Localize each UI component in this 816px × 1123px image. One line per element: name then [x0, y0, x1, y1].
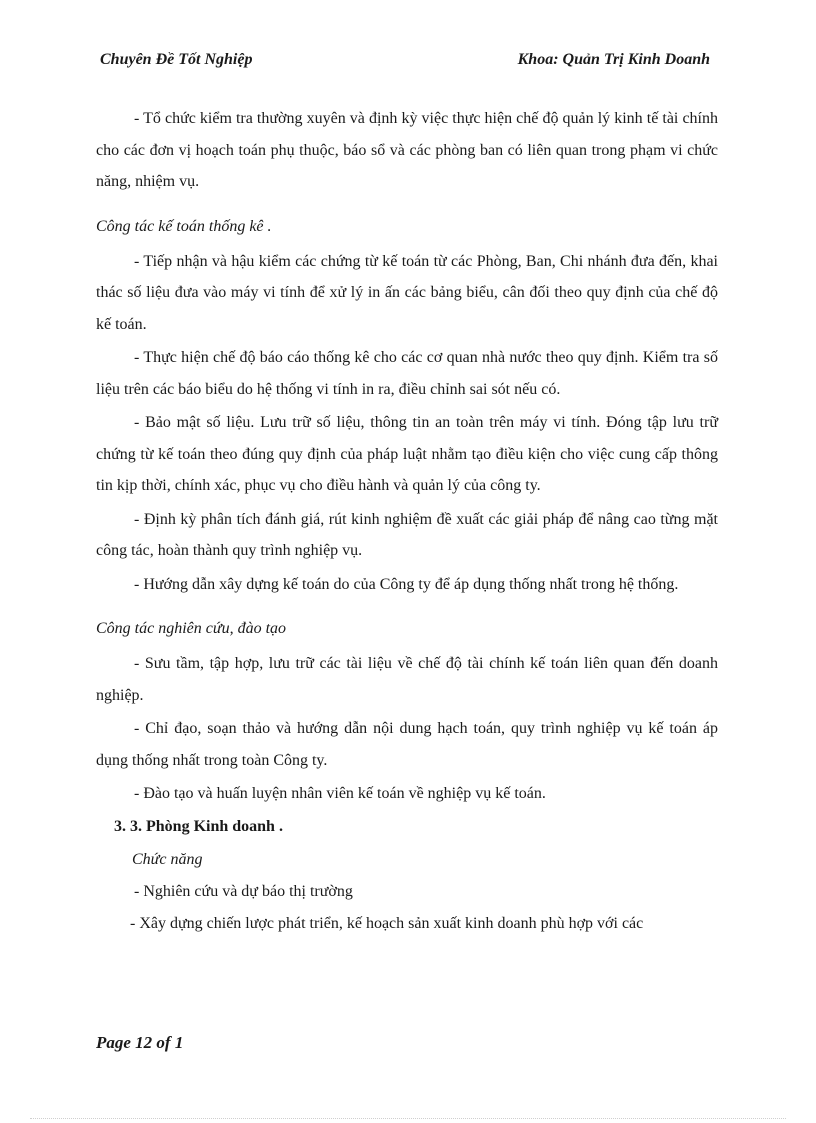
subheading-function: Chức năng — [132, 850, 203, 868]
paragraph: - Sưu tầm, tập hợp, lưu trữ các tài liệu về chế độ tài chính kế toán liên quan đến doanh nghiệp. — [96, 655, 718, 704]
list-item: - Nghiên cứu và dự báo thị trường — [134, 882, 353, 900]
paragraph: - Định kỳ phân tích đánh giá, rút kinh nghiệm đề xuất các giải pháp để nâng cao từng mặt công tác, hoàn thành quy trình nghiệp vụ. — [96, 510, 718, 559]
page-bottom-divider — [30, 1118, 786, 1119]
subheading-research-training: Công tác nghiên cứu, đào tạo — [96, 620, 287, 637]
header-thesis-title: Chuyên Đề Tốt Nghiệp — [100, 51, 253, 68]
list-item: - Xây dựng chiến lược phát triển, kế hoạch sản xuất kinh doanh phù hợp với các — [130, 914, 644, 932]
page-header — [100, 51, 710, 75]
document-body — [96, 103, 718, 940]
section-title-business-department: 3. 3. Phòng Kinh doanh . — [114, 817, 283, 835]
header-faculty: Khoa: Quản Trị Kinh Doanh — [517, 51, 710, 68]
paragraph: - Tiếp nhận và hậu kiểm các chứng từ kế toán từ các Phòng, Ban, Chi nhánh đưa đến, khai thác số liệu đưa vào máy vi tính để xử lý in ấn các bảng biểu, cân đối theo quy định của chế độ kế toán. — [96, 252, 718, 333]
paragraph: - Đào tạo và huấn luyện nhân viên kế toán về nghiệp vụ kế toán. — [134, 785, 546, 802]
subheading-accounting-statistics: Công tác kế toán thống kê . — [96, 217, 272, 235]
paragraph: - Thực hiện chế độ báo cáo thống kê cho các cơ quan nhà nước theo quy định. Kiểm tra số liệu trên các báo biểu do hệ thống vi tính in ra, điều chỉnh sai sót nếu có. — [96, 349, 718, 398]
page-number: Page 12 of 1 — [96, 1033, 184, 1052]
paragraph: - Hướng dẫn xây dựng kế toán do của Công ty để áp dụng thống nhất trong hệ thống. — [134, 575, 679, 593]
paragraph: - Chỉ đạo, soạn thảo và hướng dẫn nội dung hạch toán, quy trình nghiệp vụ kế toán áp dụng thống nhất trong toàn Công ty. — [96, 720, 718, 769]
paragraph: - Bảo mật số liệu. Lưu trữ số liệu, thông tin an toàn trên máy vi tính. Đóng tập lưu trữ chứng từ kế toán theo đúng quy định của pháp luật nhằm tạo điều kiện cho việc cung cấp thông tin kịp thời, chính xác, phục vụ cho điều hành và quản lý của công ty. — [96, 414, 718, 494]
paragraph: - Tổ chức kiểm tra thường xuyên và định kỳ việc thực hiện chế độ quản lý kinh tế tài chính cho các đơn vị hoạch toán phụ thuộc, báo sổ và các phòng ban có liên quan trong phạm vi chức năng, nhiệm vụ. — [96, 110, 718, 190]
